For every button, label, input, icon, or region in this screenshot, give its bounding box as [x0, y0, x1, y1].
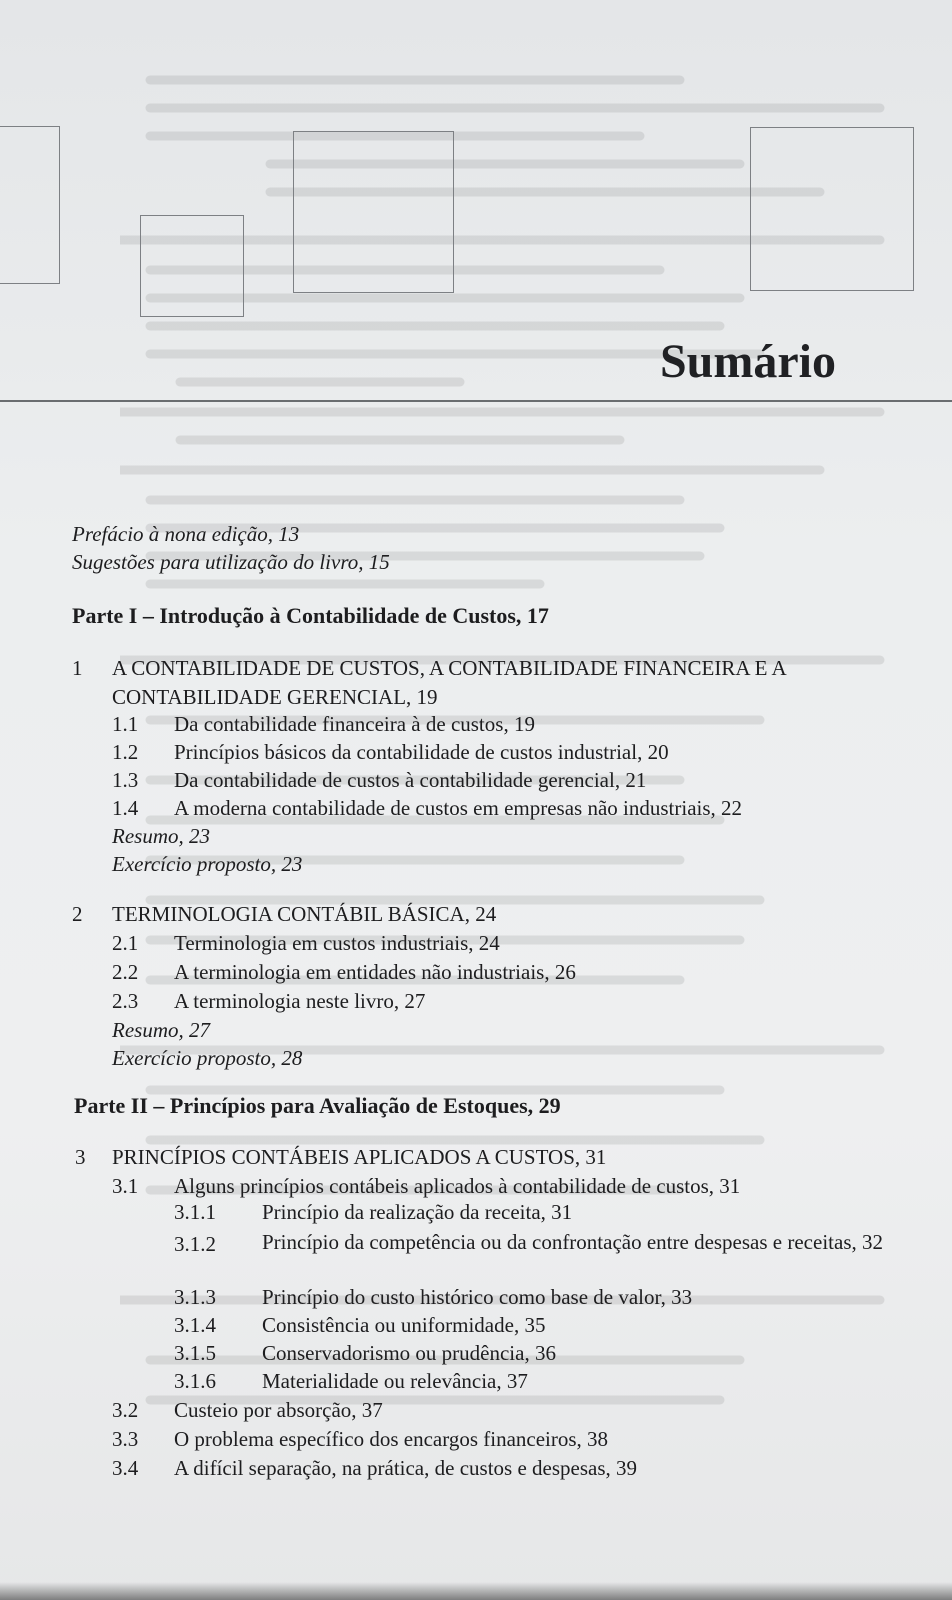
- toc-part-1: Parte I – Introdução à Contabilidade de Custos, 17: [72, 603, 549, 628]
- toc-part-2: Parte II – Princípios para Avaliação de Estoques, 29: [74, 1093, 561, 1118]
- decorative-square-2: [140, 215, 244, 317]
- section-title: Custeio por absorção, 37: [174, 1398, 383, 1422]
- toc-entry-preface: Prefácio à nona edição, 13: [72, 522, 300, 546]
- toc-summary-2: Resumo, 27: [112, 1018, 210, 1042]
- section-number: 3.2: [112, 1398, 139, 1422]
- section-number: 1.2: [112, 740, 139, 764]
- subsection-number: 3.1.4: [174, 1313, 216, 1337]
- subsection-title: Princípio do custo histórico como base de valor, 33: [262, 1285, 693, 1309]
- section-number: 3.3: [112, 1427, 139, 1451]
- subsection-title: Princípio da competência ou da confrontação entre despesas e receitas, 32: [262, 1230, 883, 1254]
- decorative-square-4: [750, 127, 914, 291]
- subsection-title: Consistência ou uniformidade, 35: [262, 1313, 546, 1337]
- subsection-number: 3.1.1: [174, 1200, 216, 1224]
- section-number: 2.1: [112, 931, 139, 955]
- toc-subsection-3-1-2: [72, 1230, 892, 1282]
- chapter-title: TERMINOLOGIA CONTÁBIL BÁSICA, 24: [112, 902, 497, 926]
- toc-summary-1: Resumo, 23: [112, 824, 210, 848]
- section-number: 2.2: [112, 960, 139, 984]
- decorative-square-1: [0, 126, 60, 284]
- section-title: Princípios básicos da contabilidade de custos industrial, 20: [174, 740, 669, 764]
- section-title: Terminologia em custos industriais, 24: [174, 931, 500, 955]
- section-number: 3.1: [112, 1174, 139, 1198]
- section-number: 3.4: [112, 1456, 139, 1480]
- subsection-number: 3.1.5: [174, 1341, 216, 1365]
- subsection-title: Conservadorismo ou prudência, 36: [262, 1341, 556, 1365]
- chapter-title: A CONTABILIDADE DE CUSTOS, A CONTABILIDADE FINANCEIRA E A CONTABILIDADE GERENCIAL, 19: [112, 656, 786, 709]
- section-number: 1.4: [112, 796, 139, 820]
- section-number: 1.1: [112, 712, 139, 736]
- section-number: 1.3: [112, 768, 139, 792]
- section-number: 2.3: [112, 989, 139, 1013]
- section-title: Da contabilidade de custos à contabilidade gerencial, 21: [174, 768, 647, 792]
- page-edge-shadow: [0, 1582, 952, 1600]
- title-rule: [0, 400, 952, 402]
- chapter-number: 3: [75, 1145, 86, 1169]
- toc-exercise-1: Exercício proposto, 23: [112, 852, 303, 876]
- subsection-number: 3.1.6: [174, 1369, 216, 1393]
- chapter-title: PRINCÍPIOS CONTÁBEIS APLICADOS A CUSTOS, 31: [112, 1145, 607, 1169]
- subsection-title: Princípio da realização da receita, 31: [262, 1200, 573, 1224]
- section-title: A terminologia neste livro, 27: [174, 989, 426, 1013]
- toc-entry-suggestions: Sugestões para utilização do livro, 15: [72, 550, 390, 574]
- decorative-square-3: [293, 131, 454, 293]
- section-title: A terminologia em entidades não industriais, 26: [174, 960, 576, 984]
- page-title: Sumário: [659, 335, 836, 388]
- chapter-number: 1: [72, 656, 83, 680]
- section-title: A moderna contabilidade de custos em empresas não industriais, 22: [174, 796, 743, 820]
- section-title: Da contabilidade financeira à de custos, 19: [174, 712, 535, 736]
- section-title: A difícil separação, na prática, de custos e despesas, 39: [174, 1456, 637, 1480]
- section-title: O problema específico dos encargos financeiros, 38: [174, 1427, 609, 1451]
- subsection-number: 3.1.2: [174, 1232, 216, 1256]
- chapter-number: 2: [72, 902, 83, 926]
- section-title: Alguns princípios contábeis aplicados à contabilidade de custos, 31: [174, 1174, 741, 1198]
- subsection-title: Materialidade ou relevância, 37: [262, 1369, 528, 1393]
- toc-chapter-1: [72, 654, 892, 712]
- subsection-number: 3.1.3: [174, 1285, 216, 1309]
- toc-exercise-2: Exercício proposto, 28: [112, 1046, 303, 1070]
